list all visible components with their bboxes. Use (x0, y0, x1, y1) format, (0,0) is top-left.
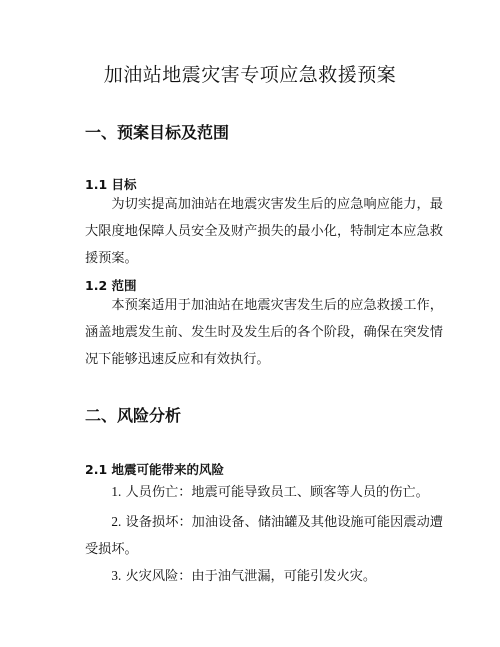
subsection-heading-1-2: 1.2 范围 (85, 278, 137, 293)
list-item-label: 人员伤亡 (125, 485, 179, 500)
list-item-number: 2. (111, 514, 122, 529)
list-item-number: 1. (111, 484, 122, 499)
document-title: 加油站地震灾害专项应急救援预案 (103, 64, 397, 86)
list-item-number: 3. (111, 568, 122, 583)
list-item-label: 火灾风险 (125, 569, 179, 584)
list-item-text: ：地震可能导致员工、顾客等人员的伤亡。 (178, 485, 429, 500)
risk-list-item (85, 508, 443, 563)
subsection-heading-1-1: 1.1 目标 (85, 177, 137, 192)
list-item-label: 设备损坏 (125, 515, 179, 530)
paragraph-goal: 为切实提高加油站在地震灾害发生后的应急响应能力，最大限度地保障人员安全及财产损失的最小化，特制定本应急救援预案。 (85, 197, 443, 266)
list-item-text: ：由于油气泄漏，可能引发火灾。 (178, 569, 377, 584)
paragraph-scope: 本预案适用于加油站在地震灾害发生后的应急救援工作，涵盖地震发生前、发生时及发生后的各个阶段，确保在突发情况下能够迅速反应和有效执行。 (85, 298, 443, 367)
section-heading-2: 二、风险分析 (85, 406, 182, 425)
section-heading-1: 一、预案目标及范围 (85, 123, 230, 142)
list-item-text: ：加油设备、储油罐及其他设施可能因震动遭受损坏。 (85, 515, 443, 557)
subsection-heading-2-1: 2.1 地震可能带来的风险 (85, 462, 224, 477)
risk-list-item (85, 478, 443, 506)
risk-list-item (85, 562, 443, 590)
